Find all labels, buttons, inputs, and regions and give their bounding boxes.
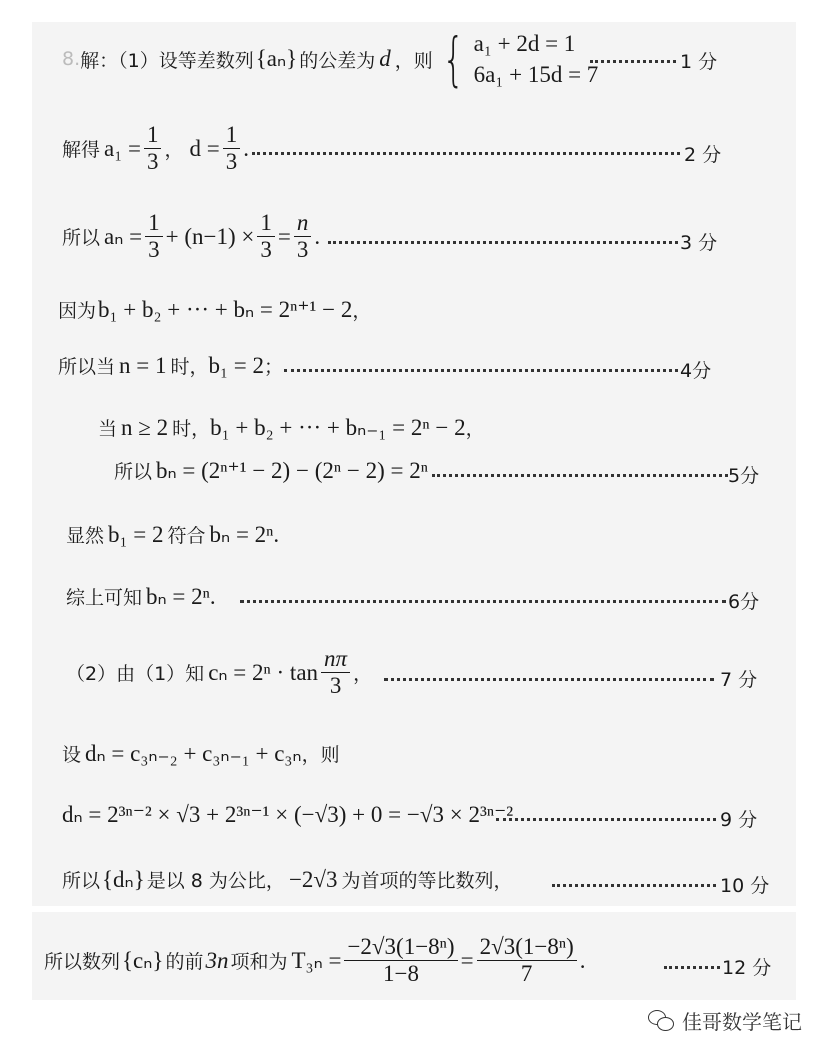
wechat-icon bbox=[648, 1010, 676, 1032]
denominator: 1−8 bbox=[383, 961, 420, 987]
line-8 bbox=[66, 521, 279, 548]
score-4: 4分 bbox=[680, 360, 712, 382]
sequence-c: {cₙ} bbox=[122, 947, 164, 973]
score-1: 1 分 bbox=[680, 51, 718, 73]
fraction-d bbox=[223, 122, 241, 176]
line-10 bbox=[66, 646, 372, 700]
equals: = bbox=[460, 947, 474, 973]
leader-dots bbox=[552, 884, 716, 887]
first-term: −2√3 bbox=[288, 866, 338, 892]
bn-expression: bₙ = (2ⁿ⁺¹ − 2) − (2ⁿ − 2) = 2ⁿ bbox=[156, 457, 428, 483]
condition: n ≥ 2 bbox=[121, 414, 169, 440]
numerator: 1 bbox=[257, 210, 275, 237]
score-6: 6分 bbox=[728, 591, 760, 613]
period: . bbox=[273, 521, 280, 547]
fraction-a1 bbox=[144, 122, 162, 176]
leader-dots bbox=[432, 474, 728, 477]
denominator: 3 bbox=[329, 673, 342, 699]
a1-lhs: a₁ = bbox=[104, 135, 141, 161]
numerator: nπ bbox=[321, 646, 350, 673]
watermark bbox=[648, 1006, 802, 1035]
common-difference-text: 的公差为 bbox=[299, 49, 376, 72]
when-text: 所以当 bbox=[58, 356, 116, 378]
numerator: 1 bbox=[223, 122, 241, 149]
therefore-text: 所以 bbox=[62, 227, 101, 250]
line-2 bbox=[62, 122, 249, 176]
semicolon: ； bbox=[264, 356, 284, 378]
period: . bbox=[314, 223, 321, 249]
numerator: 2√3(1−8ⁿ) bbox=[477, 934, 577, 961]
time-text: 时， bbox=[172, 418, 211, 440]
when-text: 当 bbox=[98, 418, 118, 440]
variable-d: d bbox=[379, 46, 391, 72]
leader-dots bbox=[590, 60, 676, 63]
equation-1: a₁ + 2d = 1 bbox=[473, 31, 576, 56]
fraction-2 bbox=[257, 210, 275, 264]
geometric-text: 为首项的等比数列， bbox=[341, 870, 513, 892]
line-13 bbox=[62, 866, 513, 893]
dn-expression: dₙ = 2³ⁿ⁻² × √3 + 2³ⁿ⁻¹ × (−√3) + 0 = −√3 × 2³ⁿ⁻² bbox=[62, 802, 514, 827]
line-12 bbox=[62, 802, 513, 828]
denominator: 7 bbox=[520, 961, 533, 987]
denominator: 3 bbox=[296, 237, 309, 263]
numerator: n bbox=[294, 210, 312, 237]
then-text: ，则 bbox=[394, 49, 433, 72]
leader-dots bbox=[496, 818, 716, 821]
numerator: 1 bbox=[144, 122, 162, 149]
time-text: 时， bbox=[170, 356, 209, 378]
period: . bbox=[243, 135, 249, 161]
fraction-1 bbox=[145, 210, 163, 264]
equation-2: 6a₁ + 15d = 7 bbox=[473, 62, 599, 88]
part2-intro: （2）由（1）知 bbox=[66, 663, 205, 686]
obviously-text: 显然 bbox=[66, 525, 105, 547]
separator: ， bbox=[164, 139, 184, 162]
score-10: 10 分 bbox=[720, 875, 770, 897]
bn-formula: bₙ = 2ⁿ bbox=[209, 521, 274, 547]
dn-definition: dₙ = c₃ₙ₋₂ + c₃ₙ₋₁ + c₃ₙ bbox=[85, 740, 302, 766]
therefore-text: 所以 bbox=[114, 461, 153, 483]
condition: n = 1 bbox=[119, 352, 167, 378]
sum-expression: b₁ + b₂ + ··· + bₙ = 2ⁿ⁺¹ − 2 bbox=[98, 296, 353, 322]
equation-system bbox=[474, 28, 599, 90]
because-text: 因为 bbox=[58, 300, 97, 322]
bn-result: bₙ = 2ⁿ bbox=[146, 583, 210, 609]
fraction-3 bbox=[294, 210, 312, 264]
score-2: 2 分 bbox=[684, 144, 722, 166]
line-1 bbox=[62, 25, 599, 94]
ratio-text: 是以 8 为公比， bbox=[146, 870, 285, 892]
line-4 bbox=[58, 296, 371, 323]
line-5 bbox=[58, 352, 283, 379]
numerator: 1 bbox=[145, 210, 163, 237]
sequence-d: {dₙ} bbox=[102, 866, 145, 892]
score-12: 12 分 bbox=[722, 957, 772, 979]
sequence-a: {aₙ} bbox=[255, 46, 298, 72]
denominator: 3 bbox=[260, 237, 272, 263]
fits-text: 符合 bbox=[167, 525, 206, 547]
partial-sum: b₁ + b₂ + ··· + bₙ₋₁ = 2ⁿ − 2 bbox=[210, 414, 466, 440]
middle-term: + (n−1) × bbox=[165, 223, 255, 249]
numerator: −2√3(1−8ⁿ) bbox=[344, 934, 457, 961]
leader-dots bbox=[252, 152, 680, 155]
leader-dots bbox=[284, 369, 678, 372]
an-lhs: aₙ = bbox=[104, 223, 143, 249]
comma: ， bbox=[465, 418, 485, 440]
fraction-tan bbox=[321, 646, 350, 700]
comma: ， bbox=[353, 663, 373, 686]
watermark-text: 佳哥数学笔记 bbox=[682, 1010, 802, 1034]
line-14 bbox=[44, 934, 585, 988]
term-count: 3n bbox=[205, 947, 229, 973]
therefore-text: 所以 bbox=[62, 870, 101, 892]
leader-dots bbox=[328, 241, 678, 244]
left-brace-icon: { bbox=[442, 25, 465, 94]
then-text: ，则 bbox=[301, 744, 340, 766]
comma: ， bbox=[352, 300, 372, 322]
period: . bbox=[209, 583, 216, 609]
leader-dots bbox=[384, 678, 714, 681]
denominator: 3 bbox=[148, 237, 160, 263]
first-text: 的前 bbox=[165, 951, 204, 974]
denominator: 3 bbox=[225, 149, 238, 175]
equals: = bbox=[277, 223, 291, 249]
line-3 bbox=[62, 210, 320, 264]
line-11 bbox=[62, 740, 340, 767]
t3n-lhs: T₃ₙ = bbox=[291, 947, 342, 973]
part1-intro: 解：（1）设等差数列 bbox=[80, 49, 254, 72]
leader-dots bbox=[240, 600, 726, 603]
sum-text: 项和为 bbox=[230, 951, 288, 974]
fraction-sum-1 bbox=[344, 934, 457, 988]
score-3: 3 分 bbox=[680, 232, 718, 254]
score-9: 9 分 bbox=[720, 809, 758, 831]
leader-dots bbox=[664, 966, 720, 969]
period: . bbox=[579, 947, 586, 973]
b1-value: b₁ = 2 bbox=[208, 352, 265, 378]
score-7: 7 分 bbox=[720, 669, 758, 691]
in-summary-text: 综上可知 bbox=[66, 587, 143, 609]
line-9 bbox=[66, 583, 216, 610]
fraction-sum-2 bbox=[477, 934, 577, 988]
cn-expression: cₙ = 2ⁿ · tan bbox=[208, 659, 319, 685]
line-6 bbox=[98, 414, 485, 441]
let-text: 设 bbox=[62, 744, 82, 766]
d-lhs: d = bbox=[189, 135, 220, 161]
b1-expression: b₁ = 2 bbox=[108, 521, 164, 547]
score-5: 5分 bbox=[728, 465, 760, 487]
sum-intro: 所以数列 bbox=[44, 951, 121, 974]
question-number: 8. bbox=[62, 48, 81, 71]
solve-text: 解得 bbox=[62, 139, 101, 162]
denominator: 3 bbox=[146, 149, 159, 175]
line-7 bbox=[114, 457, 428, 484]
